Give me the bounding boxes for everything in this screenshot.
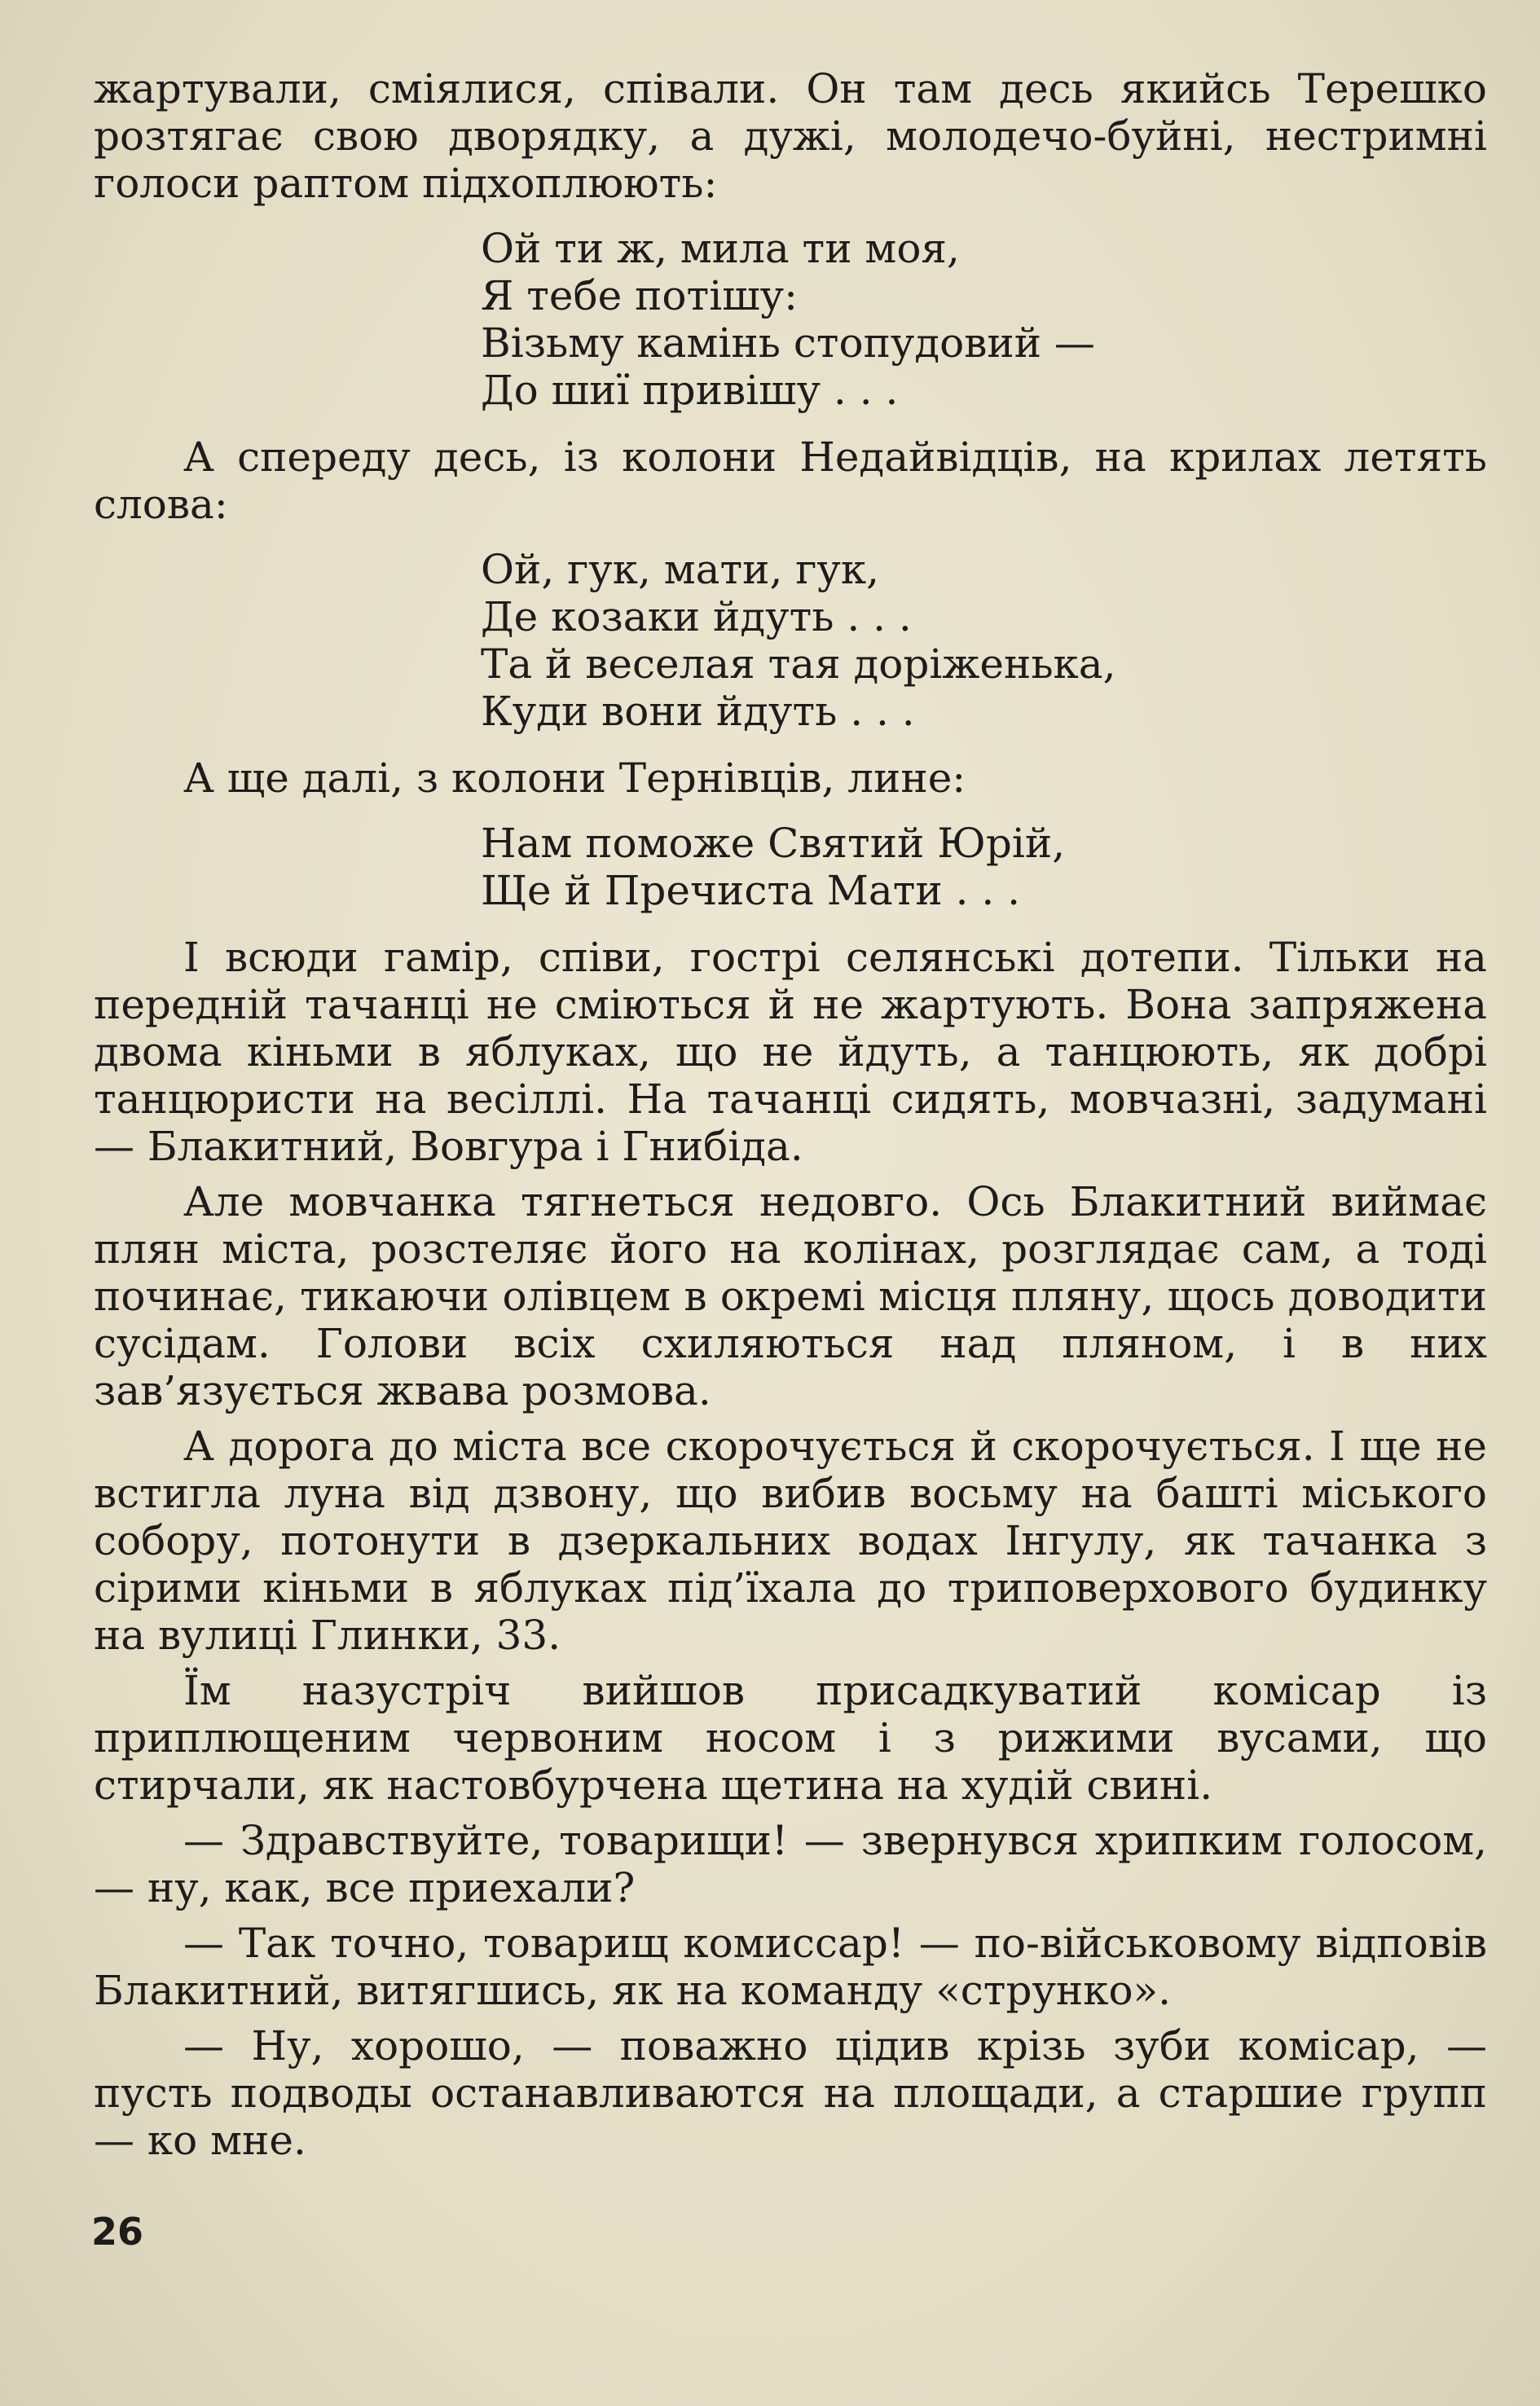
- verse-line: Та й веселая тая доріженька,: [481, 640, 1116, 688]
- verse-line: Куди вони йдуть . . .: [481, 688, 915, 735]
- verse-line: Візьму камінь стопудовий —: [481, 319, 1095, 367]
- paragraph-9: — Так точно, товарищ комиссар! — по-військовому відповів Блакитний, витягшись, як на команду «струнко».: [94, 1920, 1487, 2014]
- verse-line: Ой, гук, мати, гук,: [481, 546, 879, 593]
- verse-line: Ой ти ж, мила ти моя,: [481, 225, 960, 272]
- paragraph-5: Але мовчанка тягнеться недовго. Ось Блакитний виймає плян міста, розстеляє його на колінах, розглядає сам, а тоді починає, тикаючи олівцем в окремі місця пляну, щось доводити сусідам. Голови всіх схиляються над пляном, і в них зав’язується жвава розмова.: [94, 1178, 1487, 1414]
- paragraph-4: І всюди гамір, співи, гострі селянські дотепи. Тільки на передній тачанці не сміються й не жартують. Вона запряжена двома кіньми в яблуках, що не йдуть, а танцюють, як добрі танцюристи на весіллі. На тачанці сидять, мовчазні, задумані — Блакитний, Вовгура і Гнибіда.: [94, 934, 1487, 1170]
- paragraph-3: А ще далі, з колони Тернівців, лине:: [183, 754, 966, 802]
- paragraph-8: — Здравствуйте, товарищи! — звернувся хрипким голосом, — ну, как, все приехали?: [94, 1817, 1487, 1911]
- verse-3: [481, 820, 1487, 914]
- verse-line: Нам поможе Святий Юрій,: [481, 820, 1066, 867]
- verse-line: Де козаки йдуть . . .: [481, 593, 912, 640]
- verse-1: [481, 225, 1487, 414]
- verse-line: Я тебе потішу:: [481, 272, 798, 319]
- paragraph-7: Їм назустріч вийшов присадкуватий комісар із приплющеним червоним носом і з рижими вусами, що стирчали, як настовбурчена щетина на худій свині.: [94, 1667, 1487, 1809]
- paragraph-1: жартували, сміялися, співали. Он там десь якийсь Терешко розтягає свою дворядку, а дужі, молодечо-буйні, нестримні голоси раптом підхоплюють:: [94, 65, 1487, 207]
- paragraph-10: — Ну, хорошо, — поважно цідив крізь зуби комісар, — пусть подводы останавливаются на площади, а старшие групп — ко мне.: [94, 2022, 1487, 2164]
- verse-line: Ще й Пречиста Мати . . .: [481, 867, 1021, 914]
- verse-line: До шиї привішу . . .: [481, 367, 899, 414]
- paragraph-6: А дорога до міста все скорочується й скорочується. І ще не встигла луна від дзвону, що вибив восьму на башті міського собору, потонути в дзеркальних водах Інгулу, як тачанка з сірими кіньми в яблуках під’їхала до триповерхового будинку на вулиці Глинки, 33.: [94, 1423, 1487, 1659]
- paragraph-2: А спереду десь, із колони Недайвідців, на крилах летять слова:: [94, 433, 1487, 528]
- page-number: 26: [91, 2210, 144, 2254]
- verse-2: [481, 546, 1487, 735]
- page-text: [94, 65, 1487, 2164]
